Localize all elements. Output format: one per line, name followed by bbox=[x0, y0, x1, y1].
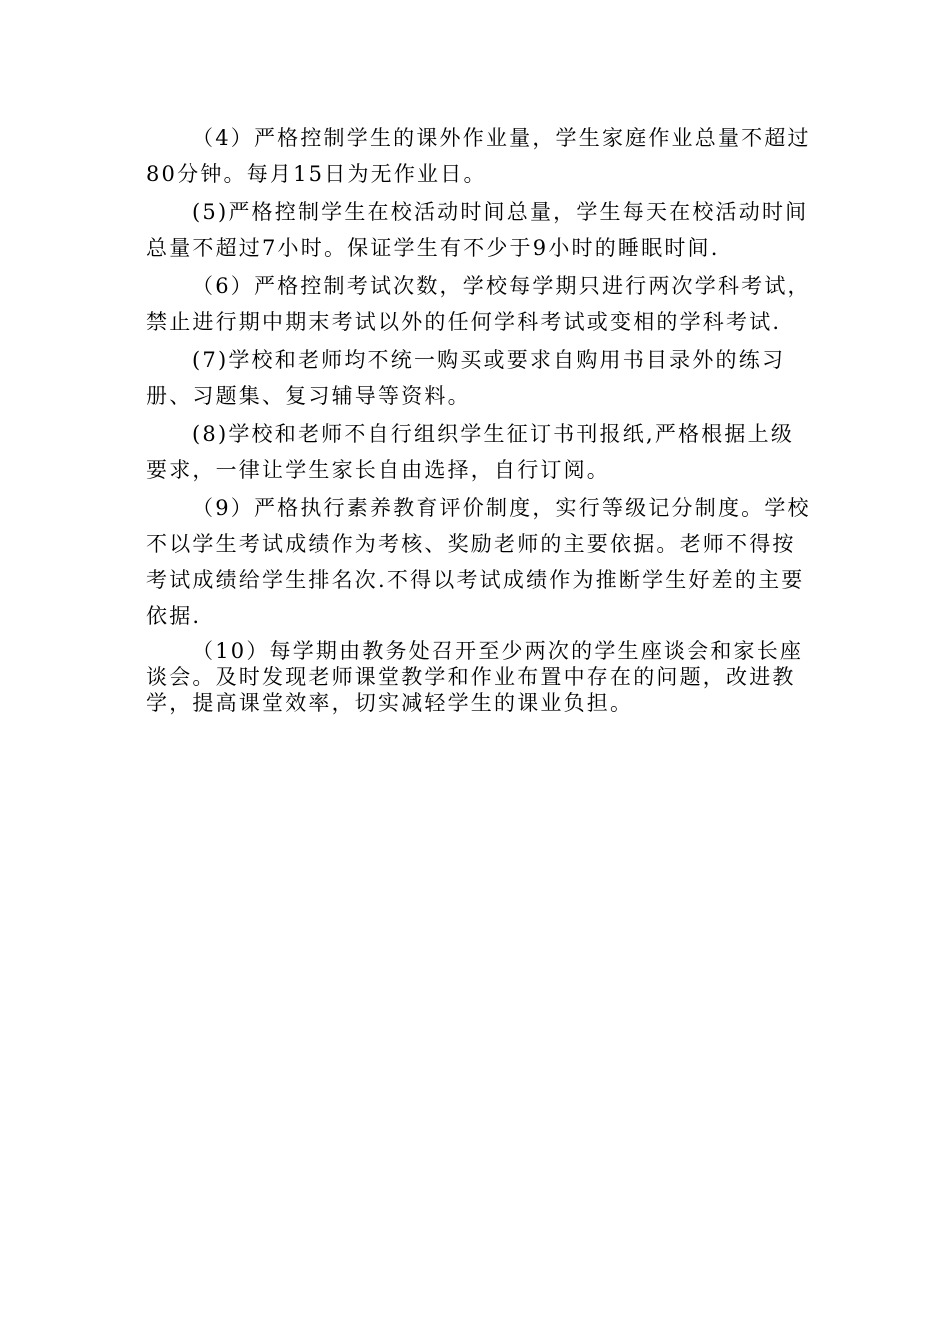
paragraph-6: （6）严格控制考试次数，学校每学期只进行两次学科考试，禁止进行期中期末考试以外的任何学科考试或变相的学科考试. bbox=[146, 274, 811, 334]
paragraph-10: （10）每学期由教务处召开至少两次的学生座谈会和家长座谈会。及时发现老师课堂教学和作业布置中存在的问题，改进教学，提高课堂效率，切实减轻学生的课业负担。 bbox=[146, 639, 804, 715]
document-body bbox=[146, 120, 816, 718]
paragraph-8: (8)学校和老师不自行组织学生征订书刊报纸,严格根据上级要求，一律让学生家长自由选择，自行订阅。 bbox=[146, 422, 795, 482]
paragraph-4: （4）严格控制学生的课外作业量，学生家庭作业总量不超过80分钟。每月15日为无作业日。 bbox=[146, 126, 811, 186]
paragraph-7: (7)学校和老师均不统一购买或要求自购用书目录外的练习册、习题集、复习辅导等资料。 bbox=[146, 348, 786, 408]
paragraph-5: (5)严格控制学生在校活动时间总量，学生每天在校活动时间总量不超过7小时。保证学生有不少于9小时的睡眠时间. bbox=[146, 200, 809, 260]
paragraph-9: （9）严格执行素养教育评价制度，实行等级记分制度。学校不以学生考试成绩作为考核、奖励老师的主要依据。老师不得按考试成绩给学生排名次.不得以考试成绩作为推断学生好差的主要依据. bbox=[146, 496, 811, 628]
